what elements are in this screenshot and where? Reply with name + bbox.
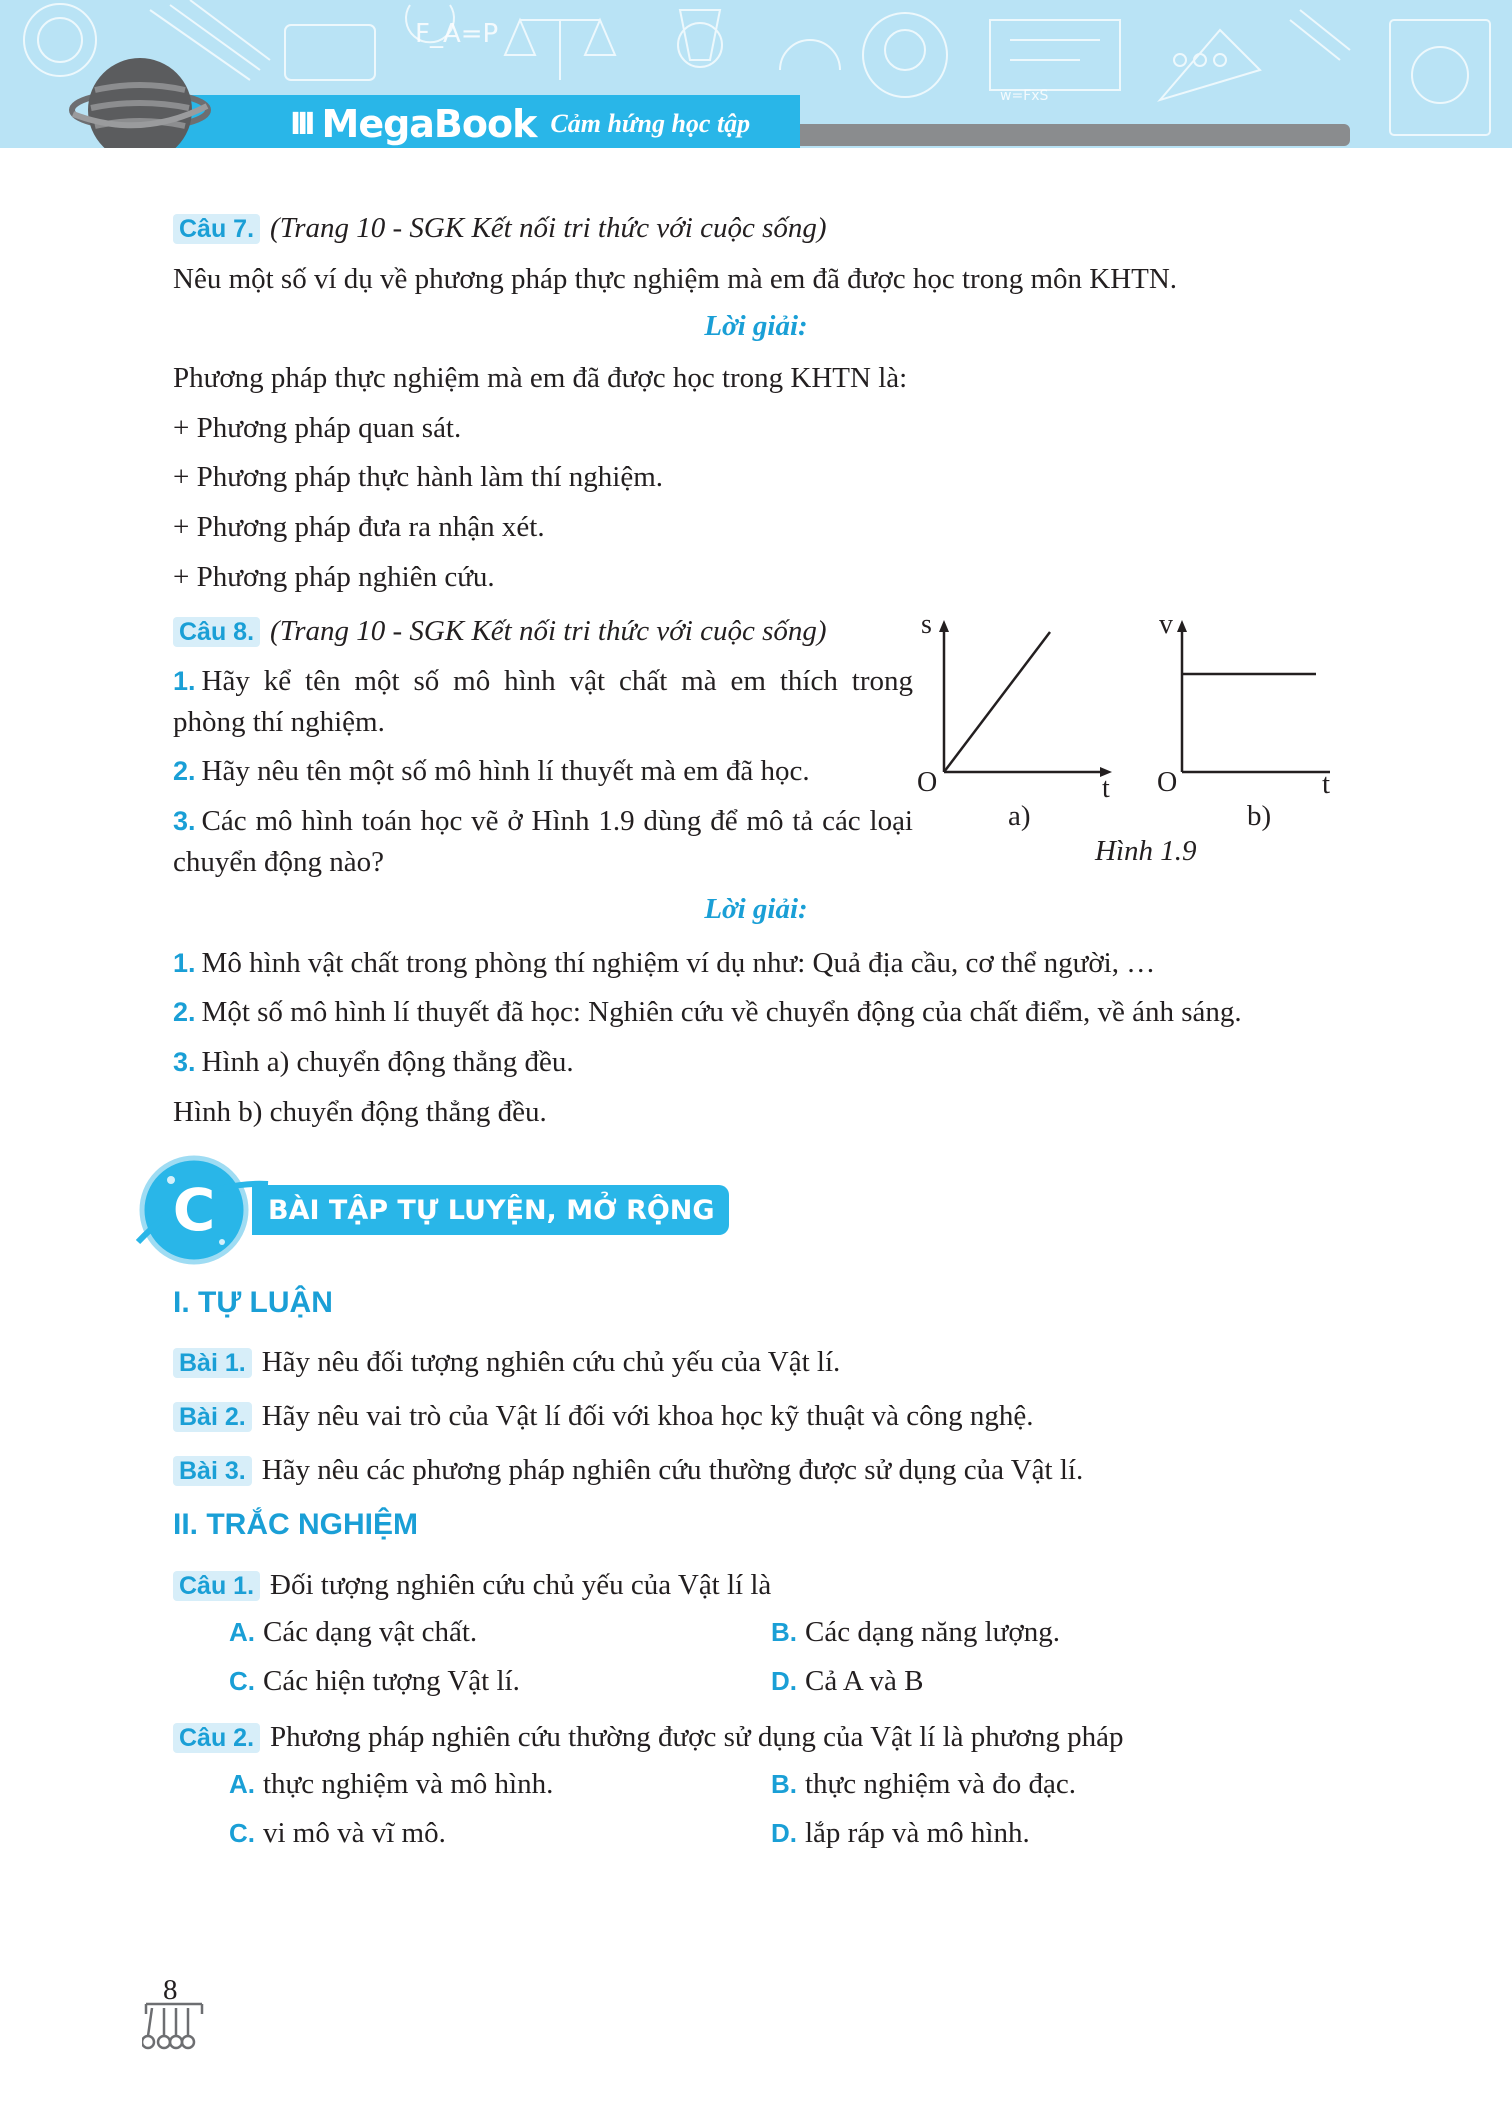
q8-item-3-cont: chuyển động nào? (173, 846, 384, 878)
option-text: thực nghiệm và mô hình. (263, 1768, 554, 1800)
mcq-label: Câu 2. (173, 1723, 260, 1753)
q8-source: (Trang 10 - SGK Kết nối tri thức với cuộc sống) (270, 615, 827, 647)
exercise-item (173, 1397, 1034, 1436)
q8-label: Câu 8. (173, 617, 260, 647)
q8-item-number: 3. (173, 806, 196, 836)
exercise-label: Bài 2. (173, 1402, 252, 1432)
exercise-item (173, 1451, 1083, 1490)
q7-answer-item: + Phương pháp đưa ra nhận xét. (173, 511, 545, 543)
q8-answer-1 (173, 944, 1155, 982)
option-text: Các dạng năng lượng. (805, 1616, 1060, 1648)
graph-a-origin: O (917, 767, 938, 798)
mcq-label: Câu 1. (173, 1571, 260, 1601)
q8-answer-text: Một số mô hình lí thuyết đã học: Nghiên cứu về chuyển động của chất điểm, về ánh sáng. (201, 996, 1242, 1028)
q8-answer-number: 3. (173, 1047, 196, 1077)
brand-logo (290, 98, 750, 148)
q7-source: (Trang 10 - SGK Kết nối tri thức với cuộc sống) (270, 212, 827, 244)
q8-item-2 (173, 752, 810, 790)
exercise-text: Hãy nêu các phương pháp nghiên cứu thường được sử dụng của Vật lí. (261, 1454, 1084, 1486)
exercise-text: Hãy nêu vai trò của Vật lí đối với khoa học kỹ thuật và công nghệ. (261, 1400, 1034, 1432)
brand-mark: III (290, 106, 312, 142)
q7-answer-item: + Phương pháp quan sát. (173, 412, 462, 444)
graph-a-sub-label: a) (1008, 800, 1031, 832)
option-key: A. (229, 1617, 255, 1647)
q7-solution-title: Lời giải: (704, 310, 808, 342)
q7-heading (173, 209, 827, 248)
section-c-letter: C (172, 1176, 216, 1244)
figure-1-9-graphs (910, 610, 1330, 800)
option-key: B. (771, 1617, 797, 1647)
exercise-label: Bài 3. (173, 1456, 252, 1486)
mcq-text: Đối tượng nghiên cứu chủ yếu của Vật lí là (270, 1569, 772, 1601)
graph-a-x-label: t (1102, 773, 1110, 800)
option-text: Các hiện tượng Vật lí. (263, 1665, 520, 1697)
page-number: 8 (163, 1974, 178, 2006)
mcq-option (771, 1665, 923, 1698)
option-key: D. (771, 1666, 797, 1696)
graph-a-y-label: s (921, 610, 932, 640)
planet-icon (65, 0, 265, 148)
formula-work: w=FxS (1000, 88, 1049, 104)
q7-label: Câu 7. (173, 214, 260, 244)
option-text: lắp ráp và mô hình. (805, 1817, 1030, 1849)
q8-solution-title: Lời giải: (704, 893, 808, 925)
header-gray-bar (790, 124, 1350, 146)
q8-item-text: Hãy nêu tên một số mô hình lí thuyết mà em đã học. (201, 755, 810, 787)
option-text: Cả A và B (805, 1665, 924, 1697)
mcq-question (173, 1718, 1123, 1757)
option-text: vi mô và vĩ mô. (263, 1817, 446, 1849)
mcq-question (173, 1566, 771, 1605)
graph-b-y-label: v (1159, 610, 1173, 640)
part1-title: I. TỰ LUẬN (173, 1286, 333, 1319)
part2-title: II. TRẮC NGHIỆM (173, 1508, 418, 1541)
q7-question: Nêu một số ví dụ về phương pháp thực nghiệm mà em đã được học trong môn KHTN. (173, 263, 1178, 295)
q8-answer-number: 1. (173, 948, 196, 978)
mcq-option (229, 1817, 446, 1850)
newtons-cradle-icon (142, 2000, 212, 2060)
graph-b-origin: O (1157, 767, 1178, 798)
figure-caption: Hình 1.9 (1095, 835, 1197, 867)
graph-b-x-label: t (1322, 768, 1331, 800)
q8-item-number: 2. (173, 756, 196, 786)
mcq-option (771, 1768, 1076, 1801)
brand-name: MegaBook (321, 102, 537, 146)
section-c-title: BÀI TẬP TỰ LUYỆN, MỞ RỘNG (252, 1185, 729, 1235)
option-key: B. (771, 1769, 797, 1799)
mcq-option (229, 1616, 477, 1649)
option-key: C. (229, 1666, 255, 1696)
exercise-label: Bài 1. (173, 1348, 252, 1378)
brand-slogan: Cảm hứng học tập (550, 109, 751, 138)
formula-buoyancy: F_A=P (415, 19, 499, 49)
q8-item-3 (173, 802, 913, 840)
header-banner (0, 0, 1512, 148)
q8-item-1-cont: phòng thí nghiệm. (173, 706, 385, 738)
mcq-option (229, 1665, 520, 1698)
q8-answer-text: Mô hình vật chất trong phòng thí nghiệm ví dụ như: Quả địa cầu, cơ thể người, … (201, 947, 1156, 979)
q8-item-text: Các mô hình toán học vẽ ở Hình 1.9 dùng để mô tả các loại (201, 805, 913, 837)
q7-answer-item: + Phương pháp nghiên cứu. (173, 561, 495, 593)
q8-answer-extra: Hình b) chuyển động thẳng đều. (173, 1096, 547, 1128)
q8-item-text: Hãy kể tên một số mô hình vật chất mà em thích trong (201, 665, 913, 697)
q8-answer-text: Hình a) chuyển động thẳng đều. (201, 1046, 574, 1078)
mcq-option (229, 1768, 553, 1801)
q8-heading (173, 612, 827, 651)
q8-answer-3 (173, 1043, 574, 1081)
exercise-text: Hãy nêu đối tượng nghiên cứu chủ yếu của Vật lí. (261, 1346, 841, 1378)
mcq-option (771, 1616, 1060, 1649)
option-key: C. (229, 1818, 255, 1848)
option-key: A. (229, 1769, 255, 1799)
graph-a-line (944, 632, 1050, 772)
q8-item-number: 1. (173, 666, 196, 696)
q8-answer-2 (173, 993, 1242, 1031)
mcq-option (771, 1817, 1030, 1850)
graph-b-sub-label: b) (1247, 800, 1272, 832)
option-text: thực nghiệm và đo đạc. (805, 1768, 1076, 1800)
q7-answer-intro: Phương pháp thực nghiệm mà em đã được học trong KHTN là: (173, 362, 908, 394)
q8-answer-number: 2. (173, 997, 196, 1027)
q7-answer-item: + Phương pháp thực hành làm thí nghiệm. (173, 461, 664, 493)
option-text: Các dạng vật chất. (263, 1616, 478, 1648)
option-key: D. (771, 1818, 797, 1848)
exercise-item (173, 1343, 840, 1382)
mcq-text: Phương pháp nghiên cứu thường được sử dụng của Vật lí là phương pháp (270, 1721, 1124, 1753)
q8-item-1 (173, 662, 913, 700)
